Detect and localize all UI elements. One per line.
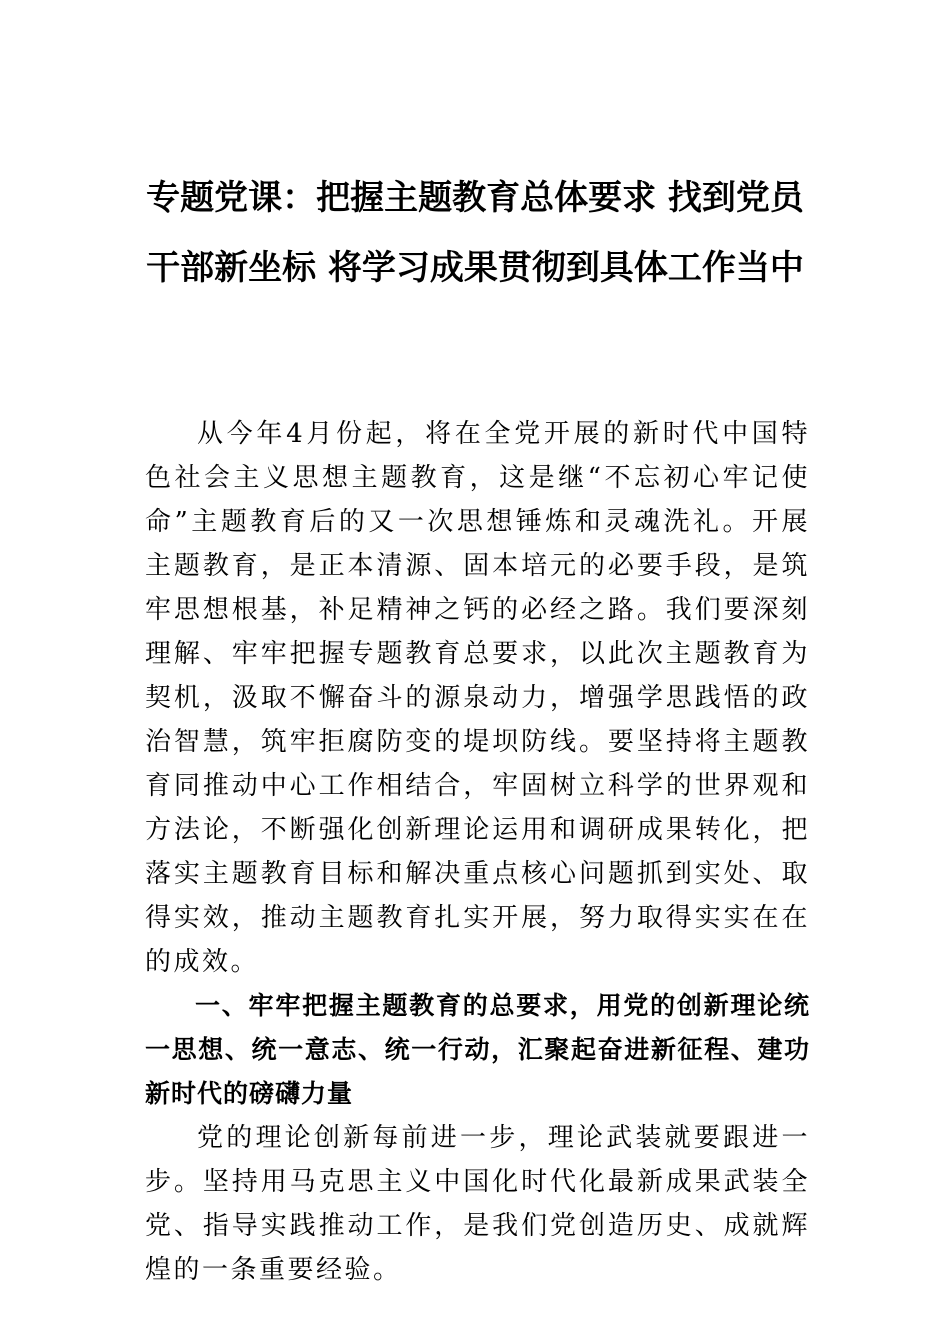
section-heading: 一、牢牢把握主题教育的总要求，用党的创新理论统一思想、统一意志、统一行动，汇聚起奋进新征程、建功新时代的磅礴力量 — [145, 991, 810, 1108]
section-paragraph: 党的理论创新每前进一步，理论武装就要跟进一步。坚持用马克思主义中国化时代化最新成果武装全党、指导实践推动工作，是我们党创造历史、成就辉煌的一条重要经验。 — [145, 1123, 810, 1285]
document-body — [145, 412, 810, 1292]
intro-paragraph: 从今年4月份起，将在全党开展的新时代中国特色社会主义思想主题教育，这是继“不忘初心牢记使命”主题教育后的又一次思想锤炼和灵魂洗礼。开展主题教育，是正本清源、固本培元的必要手段，是筑牢思想根基，补足精神之钙的必经之路。我们要深刻理解、牢牢把握专题教育总要求，以此次主题教育为契机，汲取不懈奋斗的源泉动力，增强学思践悟的政治智慧，筑牢拒腐防变的堤坝防线。要坚持将主题教育同推动中心工作相结合，牢固树立科学的世界观和方法论，不断强化创新理论运用和调研成果转化，把落实主题教育目标和解决重点核心问题抓到实处、取得实效，推动主题教育扎实开展，努力取得实实在在的成效。 — [145, 419, 810, 977]
document-title: 专题党课：把握主题教育总体要求 找到党员干部新坐标 将学习成果贯彻到具体工作当中 — [146, 178, 804, 288]
